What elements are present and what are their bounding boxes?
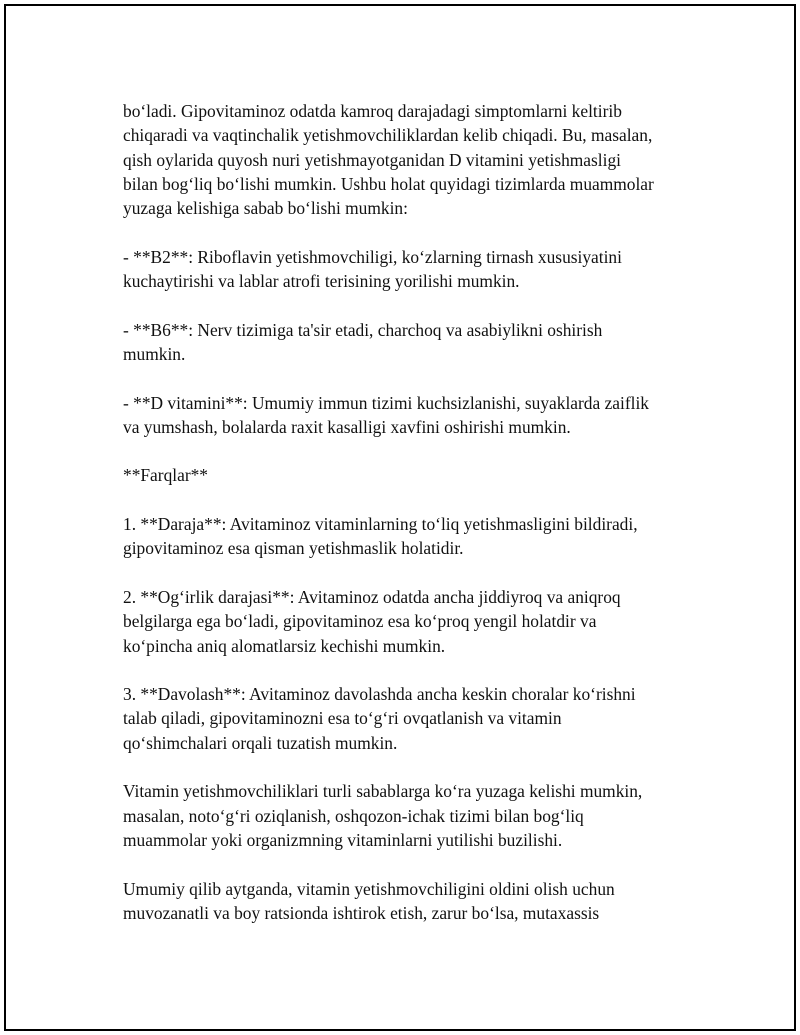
text-line: bo‘ladi. Gipovitaminoz odatda kamroq darajadagi simptomlarni keltirib <box>123 101 622 121</box>
text-line: ko‘pincha aniq alomatlarsiz kechishi mumkin. <box>123 635 446 656</box>
text-line: va yumshash, bolalarda raxit kasalligi xavfini oshirishi mumkin. <box>123 416 571 437</box>
paragraph <box>123 877 703 926</box>
text-line: bilan bog‘liq bo‘lishi mumkin. Ushbu holat quyidagi tizimlarda muammolar <box>123 173 654 194</box>
text-line: 1. **Daraja**: Avitaminoz vitaminlarning to‘liq yetishmasligini bildiradi, <box>123 514 638 535</box>
paragraph <box>123 779 703 852</box>
text-line: mumkin. <box>123 343 186 364</box>
text-line: - **D vitamini**: Umumiy immun tizimi kuchsizlanishi, suyaklarda zaiflik <box>123 392 649 413</box>
text-line: qo‘shimchalari orqali tuzatish mumkin. <box>123 732 398 753</box>
text-line: **Farqlar** <box>123 465 209 486</box>
text-line: Vitamin yetishmovchiliklari turli sabablarga ko‘ra yuzaga kelishi mumkin, <box>123 781 643 802</box>
list-item-b6 <box>123 318 703 367</box>
text-line: muvozanatli va boy ratsionda ishtirok etish, zarur bo‘lsa, mutaxassis <box>123 902 600 923</box>
text-line: yuzaga kelishiga sabab bo‘lishi mumkin: <box>123 198 408 219</box>
document-page <box>4 4 796 1031</box>
paragraph <box>123 99 703 220</box>
list-item-b2 <box>123 245 703 294</box>
text-line: muammolar yoki organizmning vitaminlarni yutilishi buzilishi. <box>123 829 563 850</box>
text-line: - **B6**: Nerv tizimiga ta'sir etadi, charchoq va asabiylikni oshirish <box>123 319 603 340</box>
text-line: gipovitaminoz esa qisman yetishmaslik holatidir. <box>123 538 464 559</box>
text-line: chiqaradi va vaqtinchalik yetishmovchiliklardan kelib chiqadi. Bu, masalan, <box>123 125 653 146</box>
text-line: belgilarga ega bo‘ladi, gipovitaminoz esa ko‘proq yengil holatdir va <box>123 611 597 632</box>
text-line: masalan, noto‘g‘ri oziqlanish, oshqozon-ichak tizimi bilan bog‘liq <box>123 805 584 826</box>
text-line: 3. **Davolash**: Avitaminoz davolashda ancha keskin choralar ko‘rishni <box>123 684 636 705</box>
document-body <box>123 99 703 949</box>
text-line: 2. **Og‘irlik darajasi**: Avitaminoz odatda ancha jiddiyroq va aniqroq <box>123 586 621 607</box>
text-line: kuchaytirishi va lablar atrofi terisining yorilishi mumkin. <box>123 271 520 292</box>
text-line: Umumiy qilib aytganda, vitamin yetishmovchiligini oldini olish uchun <box>123 878 615 899</box>
numbered-item-3 <box>123 682 703 755</box>
text-line: qish oylarida quyosh nuri yetishmayotganidan D vitamini yetishmasligi <box>123 149 621 170</box>
text-line: - **B2**: Riboflavin yetishmovchiligi, ko‘zlarning tirnash xususiyatini <box>123 246 622 267</box>
numbered-item-2 <box>123 585 703 658</box>
numbered-item-1 <box>123 512 703 561</box>
list-item-d-vitamini <box>123 391 703 440</box>
text-line: talab qiladi, gipovitaminozni esa to‘g‘ri ovqatlanish va vitamin <box>123 708 562 729</box>
section-heading-farqlar <box>123 463 703 487</box>
